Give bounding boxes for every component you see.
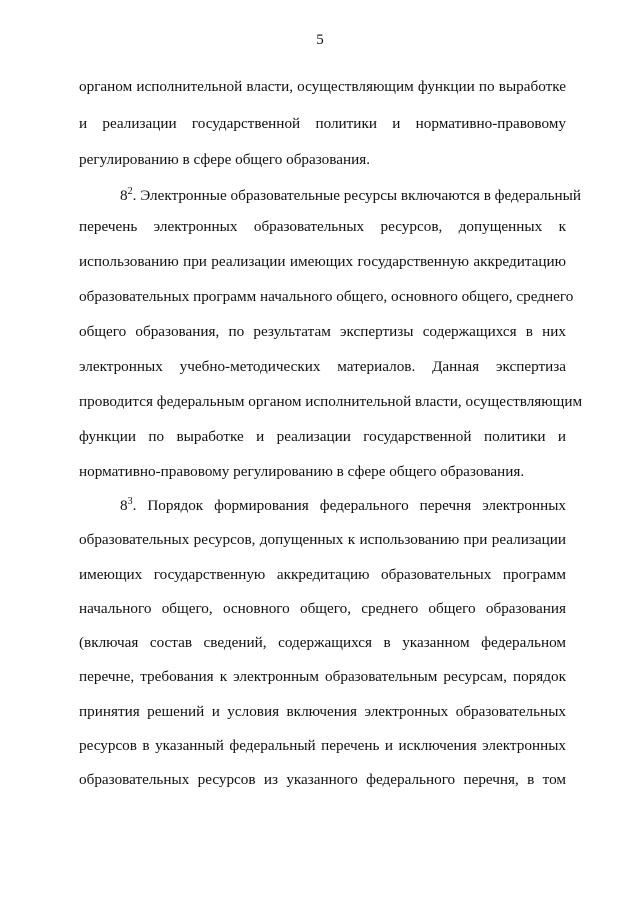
text-line: проводится федеральным органом исполнительной власти, осуществляющим (79, 393, 583, 410)
paragraph-number-superscript: 2 (127, 185, 133, 197)
paragraph-first-line-text: . Электронные образовательные ресурсы включаются в федеральный (132, 187, 581, 204)
paragraph-first-line-text: . Порядок формирования федерального перечня электронных (132, 497, 566, 514)
text-line: образовательных ресурсов, допущенных к использованию при реализации (79, 531, 566, 548)
text-line: (включая состав сведений, содержащихся в указанном федеральном (79, 634, 566, 651)
text-line: перечень электронных образовательных ресурсов, допущенных к (79, 218, 566, 235)
text-line: образовательных ресурсов из указанного федерального перечня, в том (79, 771, 566, 788)
text-line: нормативно-правовому регулированию в сфере общего образования. (79, 463, 525, 480)
paragraph-number: 8 (120, 187, 128, 204)
paragraph-number-superscript: 3 (127, 495, 133, 507)
text-line: общего образования, по результатам экспертизы содержащихся в них (79, 323, 566, 340)
text-line: принятия решений и условия включения электронных образовательных (79, 703, 566, 720)
text-line: и реализации государственной политики и нормативно-правовому (79, 115, 566, 132)
paragraph-first-line (120, 497, 566, 515)
text-line: начального общего, основного общего, среднего общего образования (79, 600, 566, 617)
text-line: функции по выработке и реализации государственной политики и (79, 428, 566, 445)
paragraph-number: 8 (120, 497, 128, 514)
text-line: регулированию в сфере общего образования. (79, 151, 371, 168)
text-line: ресурсов в указанный федеральный перечень и исключения электронных (79, 737, 566, 754)
page-number: 5 (316, 32, 324, 48)
text-line: органом исполнительной власти, осуществляющим функции по выработке (79, 78, 566, 95)
text-line: имеющих государственную аккредитацию образовательных программ (79, 566, 566, 583)
paragraph-first-line (120, 185, 581, 205)
text-line: электронных учебно-методических материалов. Данная экспертиза (79, 358, 566, 375)
text-line: перечне, требования к электронным образовательным ресурсам, порядок (79, 668, 566, 685)
text-line: использованию при реализации имеющих государственную аккредитацию (79, 253, 566, 270)
text-line: образовательных программ начального общего, основного общего, среднего (79, 288, 574, 305)
